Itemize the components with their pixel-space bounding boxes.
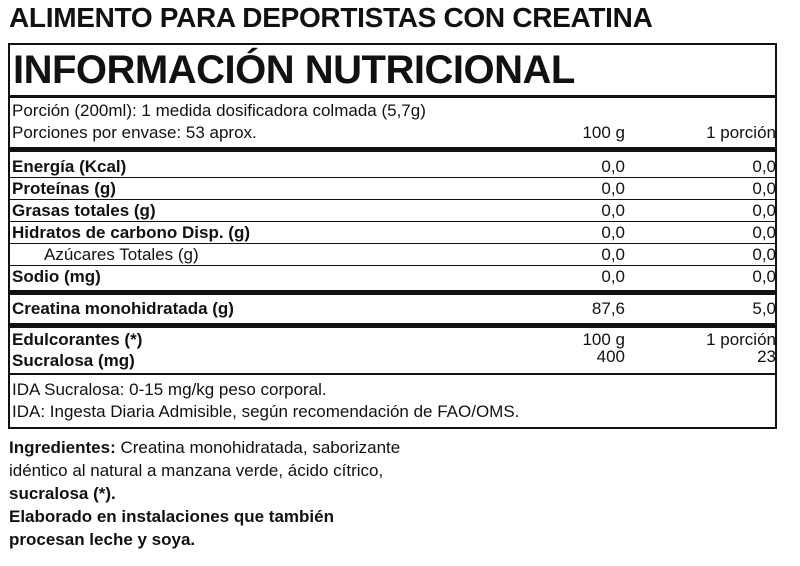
allergen-statement: Elaborado en instalaciones que también procesan leche y soya. [9,507,334,549]
row-energy-100g: 0,0 [601,157,625,176]
row-creatine-portion: 5,0 [752,299,776,318]
ingredients-heading: Ingredientes: [9,438,116,457]
ida-sucralose-note: IDA Sucralosa: 0-15 mg/kg peso corporal. [12,380,327,399]
sucralose-portion: 23 [757,347,776,366]
ingredients-sucralose: sucralosa (*). [9,484,116,503]
row-sodium-portion: 0,0 [752,267,776,286]
divider-medium [8,373,777,375]
row-protein-100g: 0,0 [601,179,625,198]
row-protein-portion: 0,0 [752,179,776,198]
divider-thick [8,147,777,152]
divider-thick [8,95,777,98]
divider-thin [8,199,777,200]
ingredients-block [9,436,409,551]
row-fat-portion: 0,0 [752,201,776,220]
row-fat-100g: 0,0 [601,201,625,220]
divider-thin [8,265,777,266]
ingredients-text: Creatina monohidratada, saborizante idéntico al natural a manzana verde, ácido cítrico, [9,438,401,480]
divider-thin [8,221,777,222]
row-creatine-100g: 87,6 [591,299,625,318]
row-sugars-label: Azúcares Totales (g) [44,245,199,264]
sucralose-100g: 400 [596,347,625,366]
row-carbs-portion: 0,0 [752,223,776,242]
row-sodium-100g: 0,0 [601,267,625,286]
sweeteners-header-100g: 100 g [582,330,625,349]
row-creatine-label: Creatina monohidratada (g) [12,299,234,318]
row-fat-label: Grasas totales (g) [12,201,156,220]
sweeteners-label: Edulcorantes (*) [12,330,143,349]
row-energy-portion: 0,0 [752,157,776,176]
sweeteners-header-portion: 1 porción [706,330,776,349]
row-carbs-label: Hidratos de carbono Disp. (g) [12,223,251,242]
product-title: ALIMENTO PARA DEPORTISTAS CON CREATINA [9,2,653,33]
sucralose-label: Sucralosa (mg) [12,351,135,370]
row-sugars-portion: 0,0 [752,245,776,264]
row-sugars-100g: 0,0 [601,245,625,264]
panel-title: INFORMACIÓN NUTRICIONAL [13,48,575,92]
divider-thin [8,243,777,244]
servings-per-container: Porciones por envase: 53 aprox. [12,123,257,142]
ida-definition-note: IDA: Ingesta Diaria Admisible, según recomendación de FAO/OMS. [12,402,520,421]
serving-portion: Porción (200ml): 1 medida dosificadora colmada (5,7g) [12,101,426,120]
column-header-100g: 100 g [582,123,625,142]
divider-thick [8,290,777,295]
column-header-portion: 1 porción [706,123,776,142]
row-energy-label: Energía (Kcal) [12,157,127,176]
row-protein-label: Proteínas (g) [12,179,116,198]
divider-thick [8,323,777,328]
row-sodium-label: Sodio (mg) [12,267,101,286]
divider-thin [8,177,777,178]
row-carbs-100g: 0,0 [601,223,625,242]
